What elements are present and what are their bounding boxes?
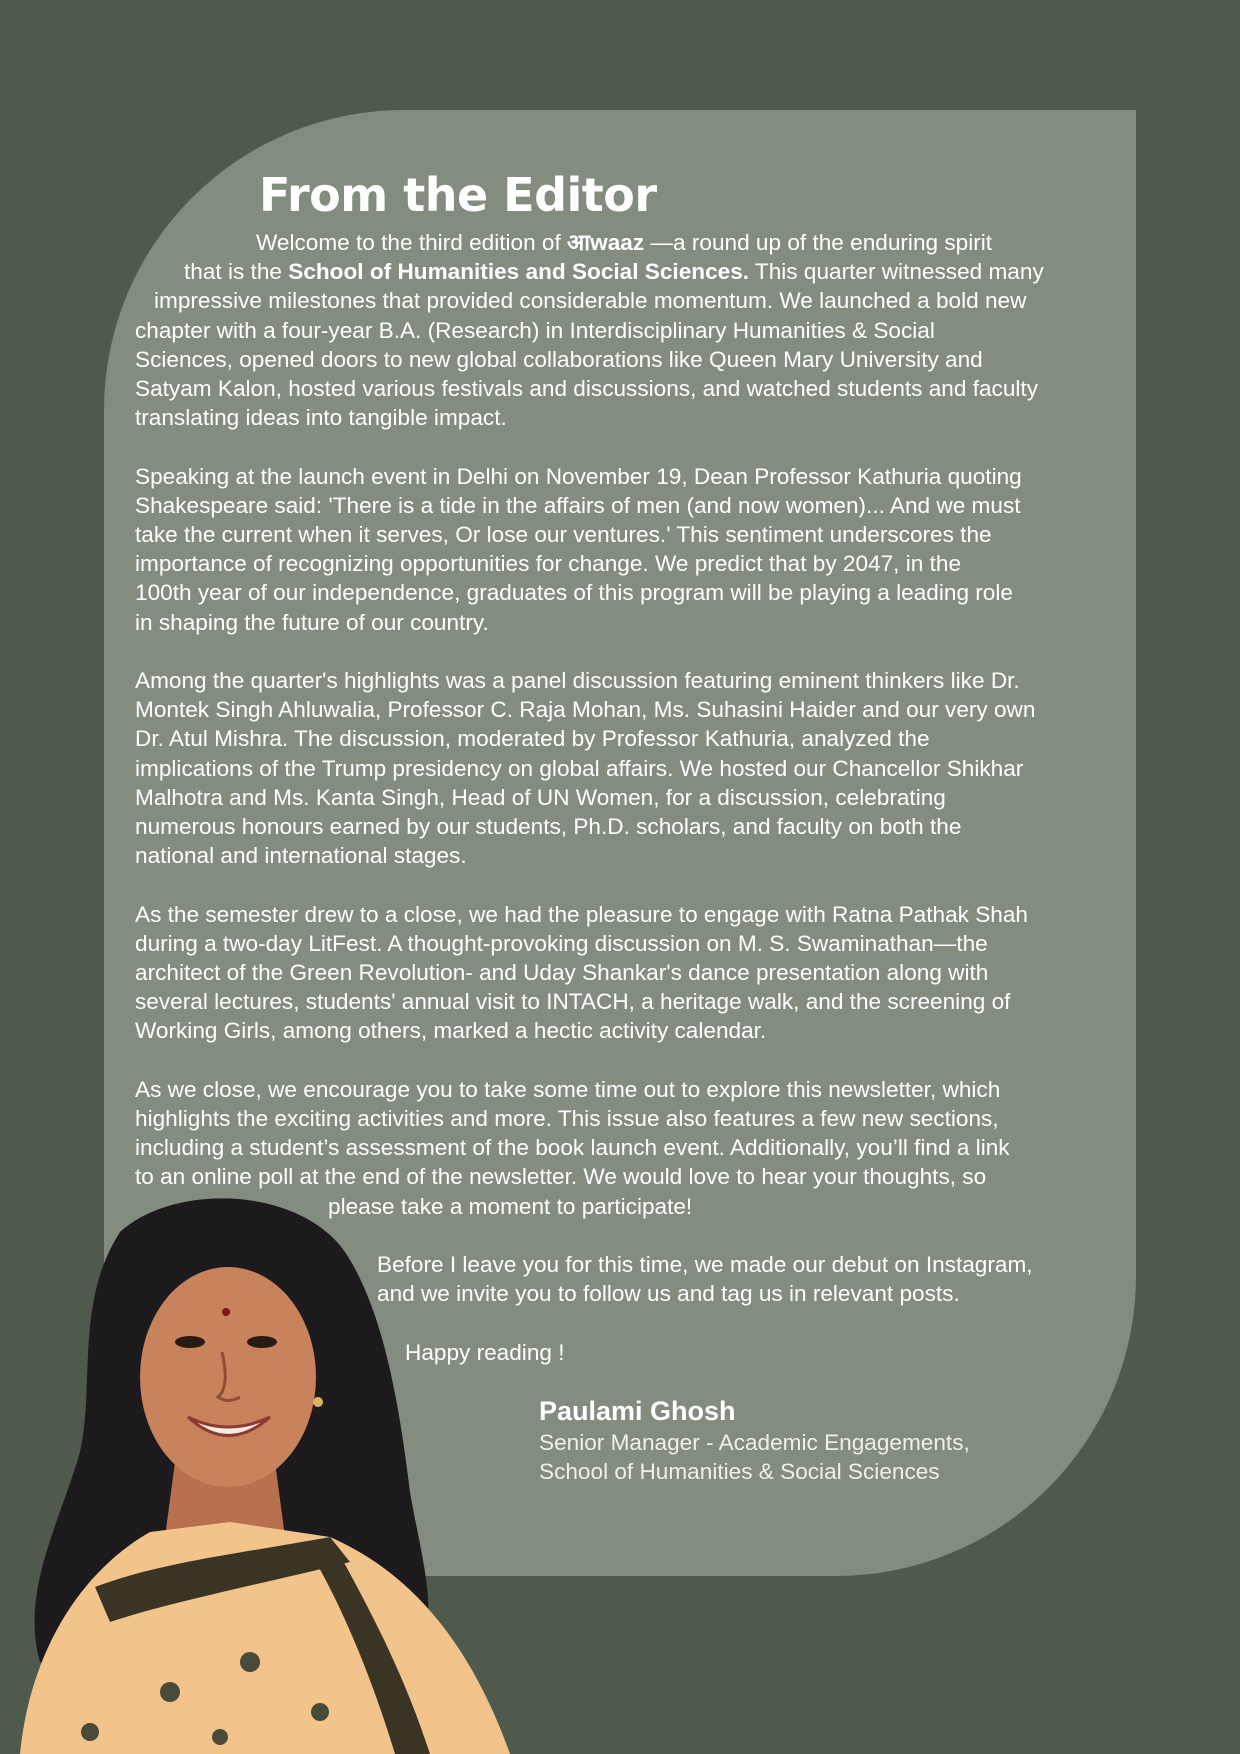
school-name: School of Humanities and Social Sciences.	[288, 259, 750, 285]
newsletter-brand: आwaaz	[567, 230, 645, 255]
intro-line: chapter with a four-year B.A. (Research) in Interdisciplinary Humanities & Social	[135, 317, 935, 343]
paragraph-3-line: Malhotra and Ms. Kanta Singh, Head of UN Women, for a discussion, celebrating	[135, 784, 946, 810]
paragraph-4-line: several lectures, students' annual visit to INTACH, a heritage walk, and the screening of	[135, 989, 1011, 1015]
saree-motif-shape	[81, 1723, 99, 1741]
saree-motif-shape	[212, 1729, 228, 1745]
editor-role: Senior Manager - Academic Engagements,	[539, 1430, 970, 1455]
intro-line: impressive milestones that provided considerable momentum. We launched a bold new	[154, 288, 1027, 314]
editor-name: Paulami Ghosh	[539, 1396, 736, 1426]
paragraph-4-line: Working Girls, among others, marked a hectic activity calendar.	[135, 1018, 767, 1044]
signature-block	[539, 1394, 970, 1486]
paragraph-5-line: please take a moment to participate!	[328, 1193, 693, 1219]
saree-motif-shape	[311, 1703, 329, 1721]
face-shape	[140, 1267, 316, 1487]
right-eye-shape	[247, 1336, 277, 1348]
paragraph-2-line: 100th year of our independence, graduates of this program will be playing a leading role	[135, 580, 1013, 606]
paragraph-2-line: importance of recognizing opportunities for change. We predict that by 2047, in the	[135, 551, 962, 577]
paragraph-5-line: highlights the exciting activities and more. This issue also features a few new sections,	[135, 1106, 999, 1132]
intro-line-2: that is the School of Humanities and Social Sciences. This quarter witnessed many	[184, 259, 1044, 285]
paragraph-3-line: Dr. Atul Mishra. The discussion, moderated by Professor Kathuria, analyzed the	[135, 726, 930, 752]
intro-line-1: Welcome to the third edition of आwaaz —a round up of the enduring spirit	[256, 230, 993, 255]
paragraph-3-line: national and international stages.	[135, 843, 467, 869]
paragraph-5-line: As we close, we encourage you to take some time out to explore this newsletter, which	[135, 1076, 1001, 1102]
saree-motif-shape	[240, 1652, 260, 1672]
editor-portrait	[0, 1192, 530, 1754]
intro-line: Sciences, opened doors to new global collaborations like Queen Mary University and	[135, 346, 983, 372]
paragraph-3-line: numerous honours earned by our students, Ph.D. scholars, and faculty on both the	[135, 814, 962, 840]
saree-motif-shape	[160, 1682, 180, 1702]
paragraph-5-line: including a student’s assessment of the book launch event. Additionally, you’ll find a link	[135, 1135, 1010, 1161]
page-title: From the Editor	[259, 168, 657, 222]
left-eye-shape	[175, 1336, 205, 1348]
closing-text: Happy reading !	[405, 1339, 565, 1365]
earring-shape	[313, 1397, 323, 1407]
paragraph-2-line: take the current when it serves, Or lose our ventures.' This sentiment underscores the	[135, 522, 992, 548]
paragraph-4-line: during a two-day LitFest. A thought-provoking discussion on M. S. Swaminathan—the	[135, 930, 988, 956]
paragraph-6-line: and we invite you to follow us and tag us in relevant posts.	[377, 1281, 960, 1307]
paragraph-2-line: Shakespeare said: 'There is a tide in the affairs of men (and now women)... And we must	[135, 492, 1021, 518]
paragraph-4-line: architect of the Green Revolution- and Uday Shankar's dance presentation along with	[135, 960, 989, 986]
paragraph-3-line: implications of the Trump presidency on global affairs. We hosted our Chancellor Shikhar	[135, 755, 1024, 781]
paragraph-2-line: Speaking at the launch event in Delhi on November 19, Dean Professor Kathuria quoting	[135, 463, 1022, 489]
paragraph-6-line: Before I leave you for this time, we made our debut on Instagram,	[377, 1252, 1033, 1278]
paragraph-2-line: in shaping the future of our country.	[135, 609, 489, 635]
paragraph-3-line: Montek Singh Ahluwalia, Professor C. Raja Mohan, Ms. Suhasini Haider and our very own	[135, 697, 1036, 723]
intro-line: translating ideas into tangible impact.	[135, 405, 507, 431]
paragraph-4-line: As the semester drew to a close, we had the pleasure to engage with Ratna Pathak Shah	[135, 901, 1028, 927]
editor-school: School of Humanities & Social Sciences	[539, 1459, 940, 1484]
paragraph-5-line: to an online poll at the end of the newsletter. We would love to hear your thoughts, so	[135, 1164, 987, 1190]
paragraph-3-line: Among the quarter's highlights was a panel discussion featuring eminent thinkers like Dr.	[135, 668, 1020, 694]
bindi-shape	[222, 1308, 230, 1316]
intro-line: Satyam Kalon, hosted various festivals and discussions, and watched students and faculty	[135, 376, 1039, 402]
